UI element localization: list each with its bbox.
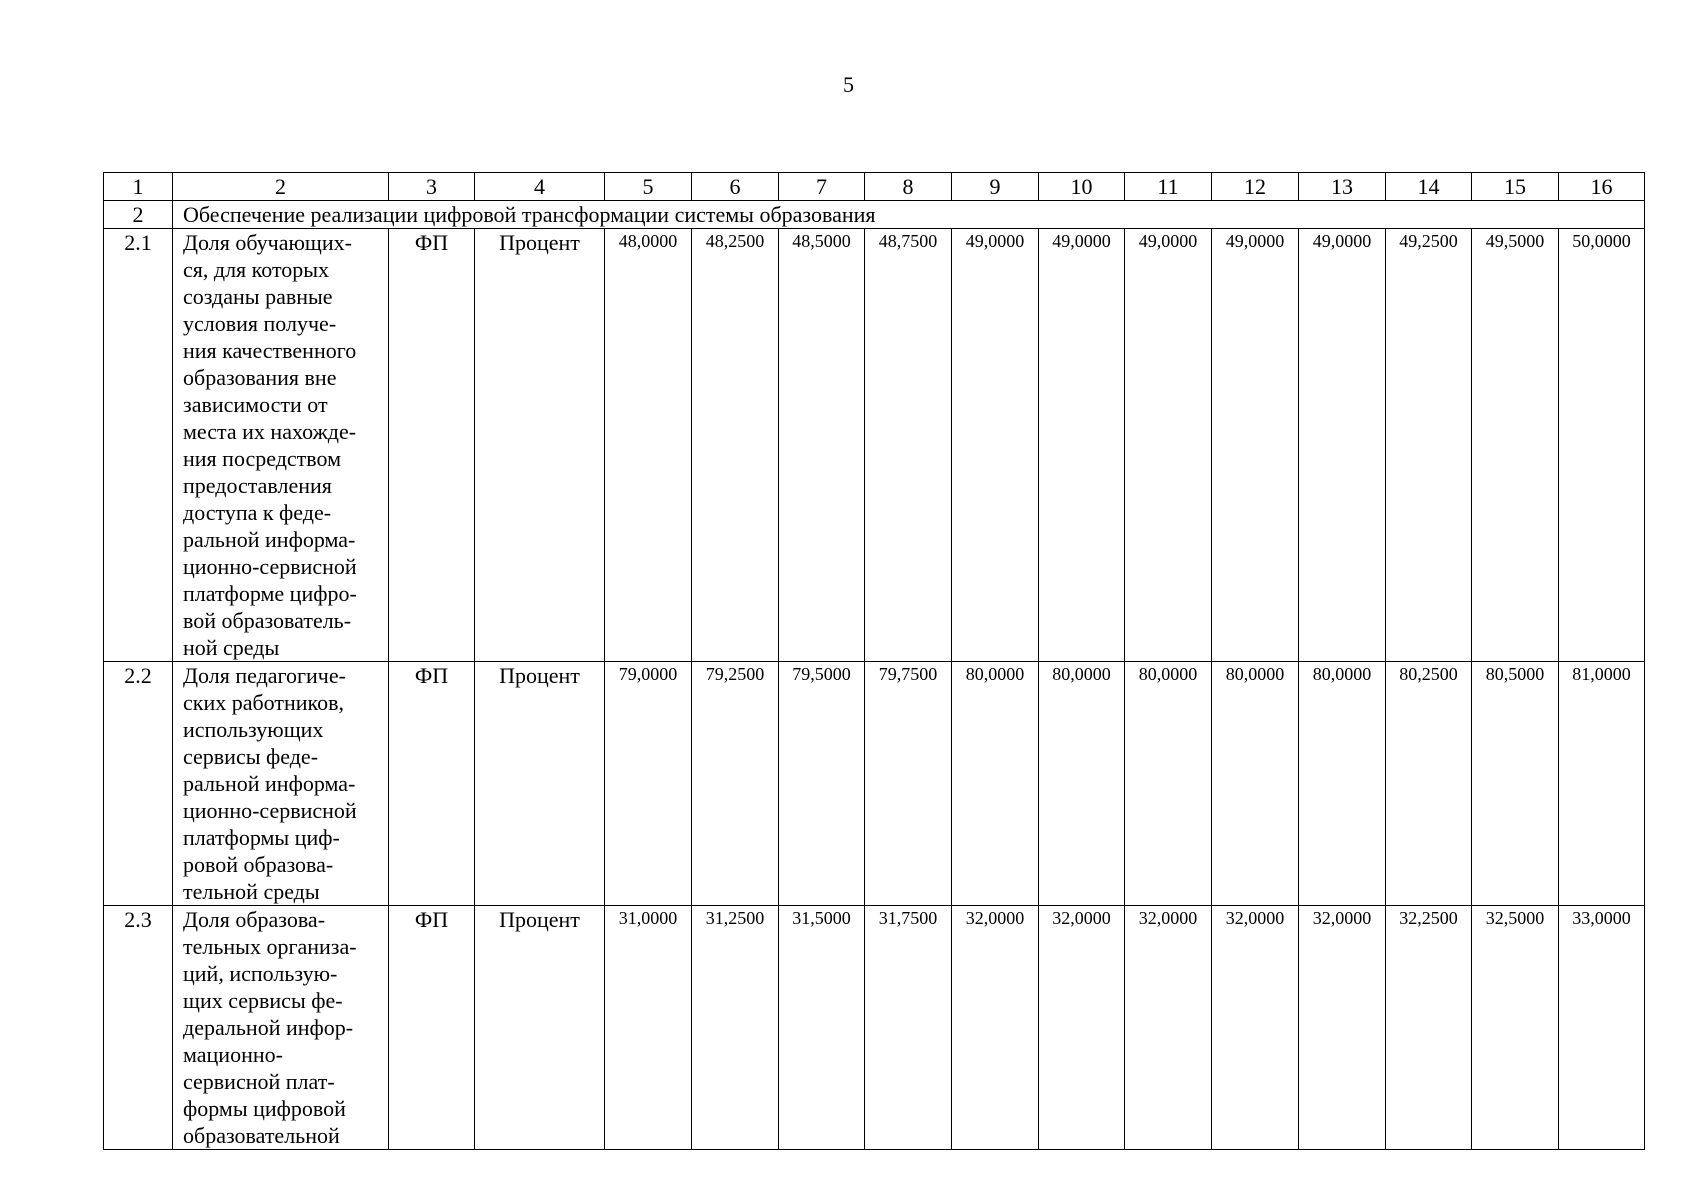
value-cell: 80,2500: [1386, 662, 1472, 906]
value-cell: 48,0000: [605, 229, 692, 662]
value-cell: 33,0000: [1559, 906, 1645, 1150]
value-cell: 49,0000: [1039, 229, 1125, 662]
indicator-unit: Процент: [475, 906, 605, 1150]
header-cell: 3: [389, 173, 475, 201]
row-number: 2.1: [104, 229, 173, 662]
value-cell: 49,2500: [1386, 229, 1472, 662]
row-number: 2.2: [104, 662, 173, 906]
header-cell: 5: [605, 173, 692, 201]
value-cell: 48,5000: [779, 229, 865, 662]
section-row: [104, 201, 1645, 229]
value-cell: 80,0000: [1212, 662, 1299, 906]
indicator-source: ФП: [389, 906, 475, 1150]
header-cell: 13: [1299, 173, 1386, 201]
table-row: [104, 906, 1645, 1150]
value-cell: 48,2500: [692, 229, 779, 662]
header-cell: 7: [779, 173, 865, 201]
row-number: 2.3: [104, 906, 173, 1150]
indicator-source: ФП: [389, 662, 475, 906]
header-cell: 1: [104, 173, 173, 201]
value-cell: 79,2500: [692, 662, 779, 906]
value-cell: 81,0000: [1559, 662, 1645, 906]
value-cell: 80,0000: [1299, 662, 1386, 906]
page-number: 5: [843, 72, 854, 97]
header-cell: 8: [865, 173, 952, 201]
header-cell: 6: [692, 173, 779, 201]
header-cell: 11: [1125, 173, 1212, 201]
header-cell: 12: [1212, 173, 1299, 201]
indicator-unit: Процент: [475, 229, 605, 662]
value-cell: 49,0000: [1299, 229, 1386, 662]
indicator-unit: Процент: [475, 662, 605, 906]
value-cell: 31,0000: [605, 906, 692, 1150]
value-cell: 32,0000: [1125, 906, 1212, 1150]
header-row: [104, 173, 1645, 201]
value-cell: 50,0000: [1559, 229, 1645, 662]
table-row: [104, 229, 1645, 662]
header-cell: 2: [173, 173, 389, 201]
header-cell: 15: [1472, 173, 1559, 201]
indicator-name: Доля педагогиче- ских работников, использующих сервисы феде- ральной информа- ционно-сервисной платформы циф- ровой образова- тельной среды: [173, 662, 389, 906]
value-cell: 49,0000: [952, 229, 1039, 662]
value-cell: 32,5000: [1472, 906, 1559, 1150]
value-cell: 32,2500: [1386, 906, 1472, 1150]
header-cell: 9: [952, 173, 1039, 201]
value-cell: 31,7500: [865, 906, 952, 1150]
header-cell: 10: [1039, 173, 1125, 201]
indicator-source: ФП: [389, 229, 475, 662]
value-cell: 32,0000: [1039, 906, 1125, 1150]
table-row: [104, 662, 1645, 906]
value-cell: 48,7500: [865, 229, 952, 662]
value-cell: 32,0000: [1212, 906, 1299, 1150]
indicators-table: [103, 172, 1645, 1150]
header-cell: 16: [1559, 173, 1645, 201]
indicator-name: Доля образова- тельных организа- ций, использую- щих сервисы фе- деральной инфор- мационно- сервисной плат- формы цифровой образовательной: [173, 906, 389, 1150]
value-cell: 80,0000: [1039, 662, 1125, 906]
section-number: 2: [104, 201, 173, 229]
value-cell: 80,5000: [1472, 662, 1559, 906]
value-cell: 80,0000: [952, 662, 1039, 906]
value-cell: 80,0000: [1125, 662, 1212, 906]
value-cell: 49,0000: [1212, 229, 1299, 662]
value-cell: 79,5000: [779, 662, 865, 906]
value-cell: 79,0000: [605, 662, 692, 906]
value-cell: 49,5000: [1472, 229, 1559, 662]
value-cell: 32,0000: [952, 906, 1039, 1150]
section-title: Обеспечение реализации цифровой трансформации системы образования: [173, 201, 1645, 229]
value-cell: 49,0000: [1125, 229, 1212, 662]
value-cell: 31,2500: [692, 906, 779, 1150]
value-cell: 79,7500: [865, 662, 952, 906]
header-cell: 14: [1386, 173, 1472, 201]
value-cell: 32,0000: [1299, 906, 1386, 1150]
indicator-name: Доля обучающих- ся, для которых созданы равные условия получе- ния качественного образования вне зависимости от места их нахожде- ния посредством предоставления доступа к феде- ральной информа- ционно-сервисной платформе цифро- вой образователь- ной среды: [173, 229, 389, 662]
value-cell: 31,5000: [779, 906, 865, 1150]
header-cell: 4: [475, 173, 605, 201]
